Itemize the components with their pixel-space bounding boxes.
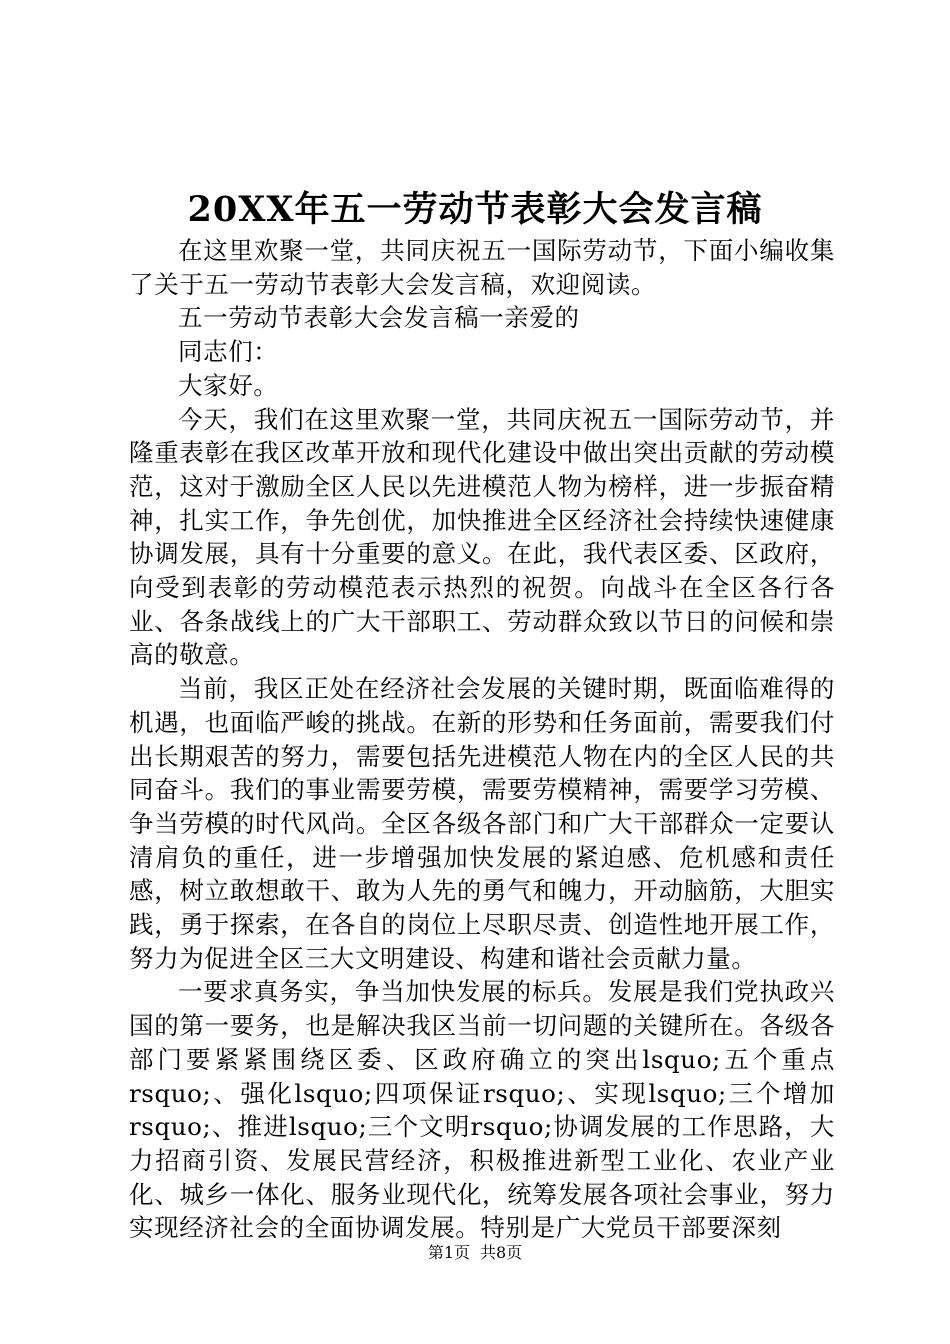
intro-paragraph: 在这里欢聚一堂，共同庆祝五一国际劳动节，下面小编收集了关于五一劳动节表彰大会发言稿，欢迎阅读。 [129, 236, 835, 299]
document-body [129, 234, 835, 1245]
speech-heading-line: 五一劳动节表彰大会发言稿一亲爱的 [178, 303, 580, 333]
body-paragraph: 今天，我们在这里欢聚一堂，共同庆祝五一国际劳动节，并隆重表彰在我区改革开放和现代化建设中做出突出贡献的劳动模范，这对于激励全区人民以先进模范人物为榜样，进一步振奋精神，扎实工作，争先创优，加快推进全区经济社会持续快速健康协调发展，具有十分重要的意义。在此，我代表区委、区政府，向受到表彰的劳动模范表示热烈的祝贺。向战斗在全区各行各业、各条战线上的广大干部职工、劳动群众致以节日的问候和崇高的敬意。 [129, 404, 835, 670]
page-footer [0, 1242, 950, 1264]
document-title: 20XX年五一劳动节表彰大会发言稿 [187, 189, 763, 230]
body-paragraph: 一要求真务实，争当加快发展的标兵。发展是我们党执政兴国的第一要务，也是解决我区当前一切问题的关键所在。各级各部门要紧紧围绕区委、区政府确立的突出lsquo;五个重点rsquo;、强化lsquo;四项保证rsquo;、实现lsquo;三个增加rsquo;、推进lsquo;三个文明rsquo;协调发展的工作思路，大力招商引资、发展民营经济，积极推进新型工业化、农业产业化、城乡一体化、服务业现代化，统筹发展各项社会事业，努力实现经济社会的全面协调发展。特别是广大党员干部要深刻 [129, 977, 835, 1243]
page-number: 第1页 [427, 1243, 470, 1262]
greeting-line: 大家好。 [178, 370, 279, 400]
page-total: 共8页 [480, 1243, 523, 1262]
body-paragraph: 当前，我区正处在经济社会发展的关键时期，既面临难得的机遇，也面临严峻的挑战。在新的形势和任务面前，需要我们付出长期艰苦的努力，需要包括先进模范人物在内的全区人民的共同奋斗。我们的事业需要劳模，需要劳模精神，需要学习劳模、争当劳模的时代风尚。全区各级各部门和广大干部群众一定要认清肩负的重任，进一步增强加快发展的紧迫感、危机感和责任感，树立敢想敢干、敢为人先的勇气和魄力，开动脑筋，大胆实践，勇于探索，在各自的岗位上尽职尽责、创造性地开展工作，努力为促进全区三大文明建设、构建和谐社会贡献力量。 [129, 674, 835, 973]
salutation-line: 同志们： [178, 337, 279, 367]
